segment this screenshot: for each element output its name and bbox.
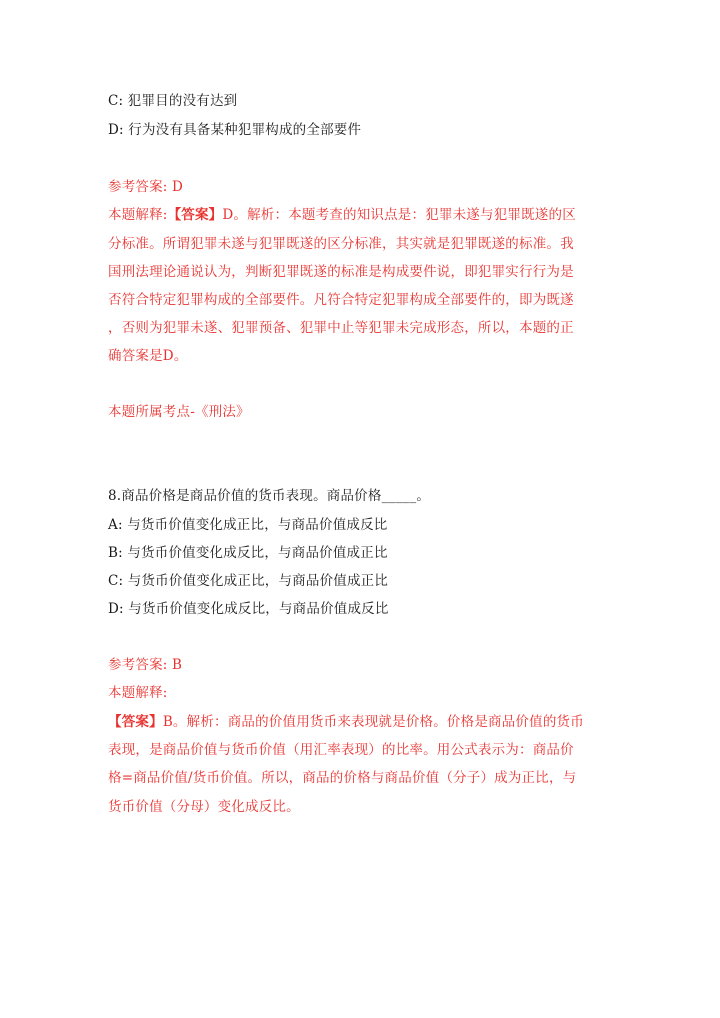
- q8-explanation-label: 本题解释:: [108, 685, 168, 701]
- q8-explanation-text: B。解析：商品的价值用货币来表现就是价格。价格是商品价值的货币: [162, 714, 584, 730]
- q7-explanation-line-6: 确答案是D。: [108, 348, 188, 364]
- q8-answer-tag: 【答案】: [108, 714, 163, 730]
- q8-answer: 参考答案: B: [108, 657, 183, 673]
- q7-explanation-label: 本题解释:: [108, 207, 168, 223]
- q8-stem: 8.商品价格是商品价值的货币表现。商品价格_____。: [108, 488, 431, 504]
- q7-answer-tag: 【答案】: [167, 207, 223, 223]
- q7-option-c: C: 犯罪目的没有达到: [108, 93, 238, 109]
- q7-explanation-line-5: ，否则为犯罪未遂、犯罪预备、犯罪中止等犯罪未完成形态，所以，本题的正: [108, 320, 574, 336]
- q7-explanation-line-4: 否符合特定犯罪构成的全部要件。凡符合特定犯罪构成全部要件的，即为既遂: [108, 292, 574, 308]
- q7-explanation-text: D。解析：本题考查的知识点是：犯罪未遂与犯罪既遂的区: [222, 207, 576, 223]
- q8-explanation-line-4: 货币价值（分母）变化成反比。: [108, 799, 300, 815]
- q8-option-c: C: 与货币价值变化成正比，与商品价值成正比: [108, 573, 389, 589]
- q8-explanation-line-2: 表现，是商品价值与货币价值（用汇率表现）的比率。用公式表示为：商品价: [108, 742, 574, 758]
- q8-option-d: D: 与货币价值变化成反比，与商品价值成反比: [108, 601, 389, 617]
- q7-explanation-line-1: [108, 205, 576, 225]
- q7-option-d: D: 行为没有具备某种犯罪构成的全部要件: [108, 122, 362, 138]
- q7-explanation-line-2: 分标准。所谓犯罪未遂与犯罪既遂的区分标准，其实就是犯罪既遂的标准。我: [108, 236, 574, 252]
- q7-category: 本题所属考点-《刑法》: [108, 404, 250, 420]
- q8-option-a: A: 与货币价值变化成正比，与商品价值成反比: [108, 517, 388, 533]
- q7-answer: 参考答案: D: [108, 179, 184, 195]
- q8-explanation-line-3: 格=商品价值/货币价值。所以，商品的价格与商品价值（分子）成为正比，与: [108, 770, 577, 786]
- q8-option-b: B: 与货币价值变化成反比，与商品价值成正比: [108, 545, 388, 561]
- q7-explanation-line-3: 国刑法理论通说认为，判断犯罪既遂的标准是构成要件说，即犯罪实行行为是: [108, 264, 574, 280]
- q8-explanation-line-1: [108, 712, 584, 732]
